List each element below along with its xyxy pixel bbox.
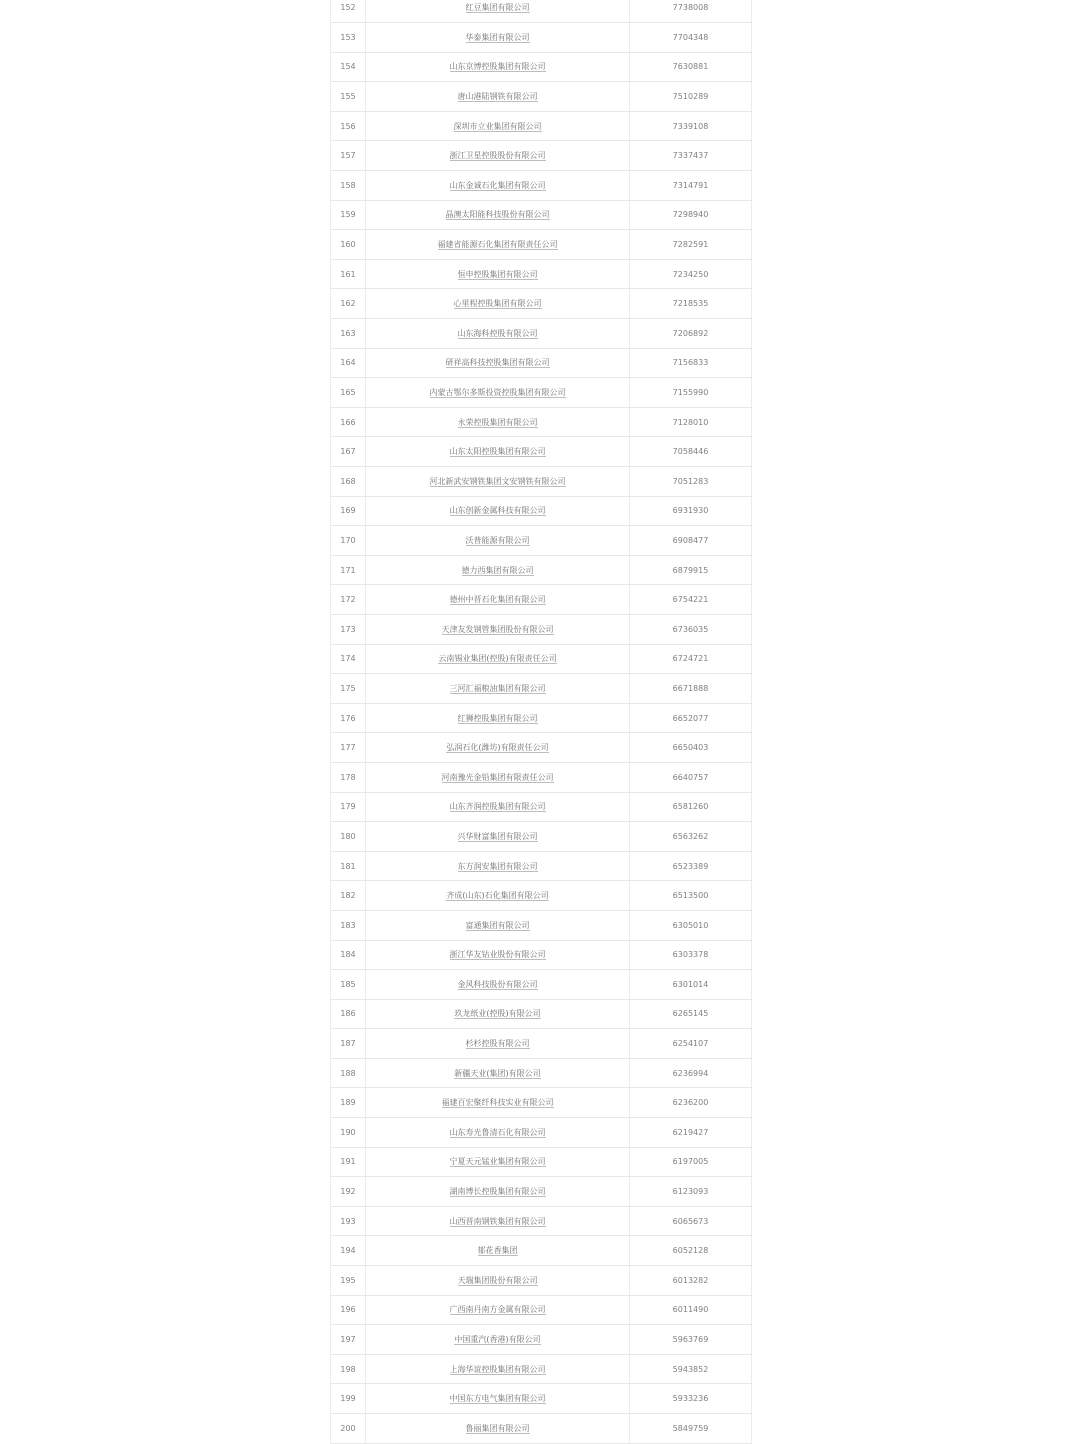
revenue-cell: 7510289 [630,82,752,112]
table-row [331,230,752,260]
rank-cell: 166 [331,407,366,437]
company-name-cell [366,230,630,260]
rank-cell: 182 [331,881,366,911]
company-name-link[interactable]: 福建省能源石化集团有限责任公司 [437,240,558,250]
rank-cell: 174 [331,644,366,674]
company-name-link[interactable]: 山西晋南钢铁集团有限公司 [449,1216,546,1226]
table-row [331,1058,752,1088]
company-name-cell [366,52,630,82]
table-row [331,378,752,408]
revenue-cell: 5933236 [630,1384,752,1414]
revenue-cell: 7058446 [630,437,752,467]
rank-cell: 195 [331,1266,366,1296]
company-name-link[interactable]: 浙江华友钴业股份有限公司 [449,950,546,960]
rank-cell: 165 [331,378,366,408]
company-name-link[interactable]: 弘润石化(潍坊)有限责任公司 [446,743,549,753]
company-name-link[interactable]: 山东太阳控股集团有限公司 [449,447,546,457]
rank-cell: 163 [331,319,366,349]
table-row [331,319,752,349]
table-row [331,674,752,704]
ranking-table-wrapper [330,0,751,1444]
revenue-cell: 6011490 [630,1295,752,1325]
table-row [331,940,752,970]
revenue-cell: 6236200 [630,1088,752,1118]
company-name-cell [366,674,630,704]
table-row [331,437,752,467]
rank-cell: 152 [331,0,366,23]
company-name-cell [366,644,630,674]
company-name-cell [366,378,630,408]
company-name-cell [366,171,630,201]
company-name-cell [366,1236,630,1266]
company-name-link[interactable]: 宁夏天元锰业集团有限公司 [449,1157,546,1167]
table-row [331,1118,752,1148]
company-name-cell [366,1384,630,1414]
revenue-cell: 6736035 [630,614,752,644]
table-row [331,762,752,792]
revenue-cell: 6301014 [630,970,752,1000]
company-name-cell [366,703,630,733]
revenue-cell: 7218535 [630,289,752,319]
rank-cell: 171 [331,555,366,585]
company-name-link[interactable]: 红狮控股集团有限公司 [457,713,538,723]
company-name-link[interactable]: 云南锡业集团(控股)有限责任公司 [438,654,557,664]
revenue-cell: 6236994 [630,1058,752,1088]
rank-cell: 194 [331,1236,366,1266]
company-name-link[interactable]: 中国重汽(香港)有限公司 [454,1335,541,1345]
company-name-cell [366,999,630,1029]
company-name-cell [366,1295,630,1325]
rank-cell: 198 [331,1354,366,1384]
table-row [331,555,752,585]
rank-cell: 156 [331,111,366,141]
revenue-cell: 6581260 [630,792,752,822]
table-row [331,467,752,497]
company-name-cell [366,526,630,556]
company-name-link[interactable]: 天瑞集团股份有限公司 [457,1275,538,1285]
rank-cell: 180 [331,822,366,852]
revenue-cell: 5849759 [630,1414,752,1444]
table-row [331,52,752,82]
company-name-link[interactable]: 富通集团有限公司 [465,920,530,930]
company-name-link[interactable]: 上海华谊控股集团有限公司 [449,1364,546,1374]
table-row [331,585,752,615]
revenue-cell: 6754221 [630,585,752,615]
revenue-cell: 6052128 [630,1236,752,1266]
rank-cell: 170 [331,526,366,556]
rank-cell: 185 [331,970,366,1000]
revenue-cell: 7704348 [630,23,752,53]
revenue-cell: 7234250 [630,259,752,289]
company-name-cell [366,762,630,792]
revenue-cell: 7156833 [630,348,752,378]
table-row [331,1177,752,1207]
company-name-cell [366,910,630,940]
company-name-link[interactable]: 中国东方电气集团有限公司 [449,1394,546,1404]
table-row [331,23,752,53]
company-name-link[interactable]: 心里程控股集团有限公司 [453,299,542,309]
revenue-cell: 7282591 [630,230,752,260]
company-name-link[interactable]: 山东京博控股集团有限公司 [449,62,546,72]
table-row [331,614,752,644]
table-row [331,200,752,230]
revenue-cell: 7155990 [630,378,752,408]
company-name-cell [366,1177,630,1207]
company-name-link[interactable]: 华泰集团有限公司 [465,32,530,42]
rank-cell: 154 [331,52,366,82]
rank-cell: 197 [331,1325,366,1355]
company-name-cell [366,496,630,526]
rank-cell: 179 [331,792,366,822]
company-name-link[interactable]: 齐成(山东)石化集团有限公司 [446,891,549,901]
rank-cell: 160 [331,230,366,260]
company-name-link[interactable]: 内蒙古鄂尔多斯投资控股集团有限公司 [429,388,566,398]
revenue-cell: 6652077 [630,703,752,733]
company-name-link[interactable]: 研祥高科技控股集团有限公司 [445,358,550,368]
rank-cell: 176 [331,703,366,733]
revenue-cell: 6931930 [630,496,752,526]
company-name-link[interactable]: 东方润安集团有限公司 [457,861,538,871]
company-name-cell [366,1118,630,1148]
rank-cell: 196 [331,1295,366,1325]
revenue-cell: 6513500 [630,881,752,911]
rank-cell: 169 [331,496,366,526]
revenue-cell: 6671888 [630,674,752,704]
revenue-cell: 7738008 [630,0,752,23]
table-row [331,1206,752,1236]
company-name-cell [366,82,630,112]
company-name-cell [366,614,630,644]
table-row [331,910,752,940]
rank-cell: 173 [331,614,366,644]
company-name-cell [366,1058,630,1088]
rank-cell: 178 [331,762,366,792]
table-row [331,1354,752,1384]
revenue-cell: 7339108 [630,111,752,141]
table-row [331,1029,752,1059]
table-row [331,526,752,556]
company-name-cell [366,970,630,1000]
revenue-cell: 6065673 [630,1206,752,1236]
table-row [331,703,752,733]
rank-cell: 191 [331,1147,366,1177]
revenue-cell: 6724721 [630,644,752,674]
rank-cell: 188 [331,1058,366,1088]
company-name-cell [366,23,630,53]
revenue-cell: 7206892 [630,319,752,349]
revenue-cell: 6523389 [630,851,752,881]
rank-cell: 153 [331,23,366,53]
table-row [331,111,752,141]
rank-cell: 190 [331,1118,366,1148]
table-row [331,851,752,881]
company-name-link[interactable]: 山东金诚石化集团有限公司 [449,180,546,190]
revenue-cell: 6303378 [630,940,752,970]
company-name-cell [366,407,630,437]
company-name-link[interactable]: 浙江卫星控股股份有限公司 [449,151,546,161]
revenue-cell: 5963769 [630,1325,752,1355]
revenue-cell: 7128010 [630,407,752,437]
table-row [331,1266,752,1296]
revenue-cell: 7298940 [630,200,752,230]
table-row [331,1325,752,1355]
company-name-link[interactable]: 玖龙纸业(控股)有限公司 [454,1009,541,1019]
company-name-link[interactable]: 鲁丽集团有限公司 [465,1423,530,1433]
table-row [331,407,752,437]
company-name-cell [366,259,630,289]
company-name-cell [366,319,630,349]
company-name-link[interactable]: 深圳市立业集团有限公司 [453,121,542,131]
revenue-cell: 6879915 [630,555,752,585]
company-name-link[interactable]: 河北新武安钢铁集团文安钢铁有限公司 [429,476,566,486]
company-name-cell [366,141,630,171]
company-name-link[interactable]: 唐山港陆钢铁有限公司 [457,92,538,102]
company-name-link[interactable]: 山东齐润控股集团有限公司 [449,802,546,812]
rank-cell: 159 [331,200,366,230]
table-row [331,970,752,1000]
revenue-cell: 6640757 [630,762,752,792]
revenue-cell: 7051283 [630,467,752,497]
company-name-cell [366,1147,630,1177]
revenue-cell: 6254107 [630,1029,752,1059]
rank-cell: 181 [331,851,366,881]
company-name-link[interactable]: 湖南博长控股集团有限公司 [449,1187,546,1197]
revenue-cell: 6908477 [630,526,752,556]
revenue-cell: 6219427 [630,1118,752,1148]
company-name-cell [366,1266,630,1296]
company-name-cell [366,822,630,852]
table-row [331,822,752,852]
rank-cell: 167 [331,437,366,467]
revenue-cell: 6123093 [630,1177,752,1207]
company-name-cell [366,1354,630,1384]
table-row [331,733,752,763]
table-row [331,141,752,171]
company-name-link[interactable]: 河南豫光金铅集团有限责任公司 [441,772,554,782]
company-name-link[interactable]: 天津友发钢管集团股份有限公司 [441,624,554,634]
company-name-link[interactable]: 德力西集团有限公司 [461,565,534,575]
table-row [331,348,752,378]
rank-cell: 168 [331,467,366,497]
table-row [331,1295,752,1325]
company-name-link[interactable]: 福建百宏聚纤科技实业有限公司 [441,1098,554,1108]
rank-cell: 158 [331,171,366,201]
rank-cell: 192 [331,1177,366,1207]
revenue-cell: 6563262 [630,822,752,852]
company-name-cell [366,348,630,378]
rank-cell: 175 [331,674,366,704]
company-name-link[interactable]: 兴华财富集团有限公司 [457,831,538,841]
company-name-cell [366,1088,630,1118]
company-name-link[interactable]: 德州中晋石化集团有限公司 [449,595,546,605]
revenue-cell: 7630881 [630,52,752,82]
company-name-cell [366,111,630,141]
company-name-cell [366,881,630,911]
table-row [331,1147,752,1177]
rank-cell: 164 [331,348,366,378]
table-row [331,496,752,526]
revenue-cell: 6197005 [630,1147,752,1177]
ranking-table [330,0,752,1444]
revenue-cell: 6013282 [630,1266,752,1296]
rank-cell: 184 [331,940,366,970]
company-name-link[interactable]: 金风科技股份有限公司 [457,979,538,989]
company-name-link[interactable]: 三河汇福粮油集团有限公司 [449,683,546,693]
table-row [331,259,752,289]
company-name-cell [366,1206,630,1236]
company-name-cell [366,200,630,230]
company-name-link[interactable]: 恒申控股集团有限公司 [457,269,538,279]
company-name-cell [366,1029,630,1059]
table-row [331,0,752,23]
revenue-cell: 7314791 [630,171,752,201]
rank-cell: 172 [331,585,366,615]
rank-cell: 186 [331,999,366,1029]
company-name-cell [366,585,630,615]
table-row [331,999,752,1029]
rank-cell: 157 [331,141,366,171]
company-name-cell [366,555,630,585]
company-name-link[interactable]: 永荣控股集团有限公司 [457,417,538,427]
revenue-cell: 7337437 [630,141,752,171]
company-name-link[interactable]: 广西南丹南方金属有限公司 [449,1305,546,1315]
ranking-table-body [331,0,752,1443]
rank-cell: 183 [331,910,366,940]
table-row [331,1088,752,1118]
table-row [331,644,752,674]
rank-cell: 187 [331,1029,366,1059]
company-name-cell [366,0,630,23]
rank-cell: 161 [331,259,366,289]
table-row [331,1236,752,1266]
company-name-link[interactable]: 晶澳太阳能科技股份有限公司 [445,210,550,220]
company-name-cell [366,467,630,497]
company-name-link[interactable]: 郁花香集团 [477,1246,518,1256]
company-name-cell [366,792,630,822]
company-name-cell [366,851,630,881]
table-row [331,881,752,911]
table-row [331,171,752,201]
company-name-cell [366,289,630,319]
company-name-cell [366,940,630,970]
revenue-cell: 6305010 [630,910,752,940]
company-name-link[interactable]: 山东海科控股有限公司 [457,328,538,338]
company-name-cell [366,437,630,467]
rank-cell: 155 [331,82,366,112]
rank-cell: 162 [331,289,366,319]
table-row [331,289,752,319]
revenue-cell: 6650403 [630,733,752,763]
rank-cell: 189 [331,1088,366,1118]
company-name-link[interactable]: 红豆集团有限公司 [465,3,530,13]
table-row [331,792,752,822]
company-name-cell [366,1325,630,1355]
rank-cell: 193 [331,1206,366,1236]
rank-cell: 200 [331,1414,366,1444]
company-name-link[interactable]: 沃普能源有限公司 [465,535,530,545]
company-name-link[interactable]: 山东寿光鲁清石化有限公司 [449,1127,546,1137]
company-name-link[interactable]: 新疆天业(集团)有限公司 [454,1068,541,1078]
revenue-cell: 6265145 [630,999,752,1029]
rank-cell: 177 [331,733,366,763]
revenue-cell: 5943852 [630,1354,752,1384]
table-row [331,1384,752,1414]
company-name-cell [366,733,630,763]
company-name-link[interactable]: 山东创新金属科技有限公司 [449,506,546,516]
table-row [331,82,752,112]
company-name-link[interactable]: 杉杉控股有限公司 [465,1039,530,1049]
rank-cell: 199 [331,1384,366,1414]
